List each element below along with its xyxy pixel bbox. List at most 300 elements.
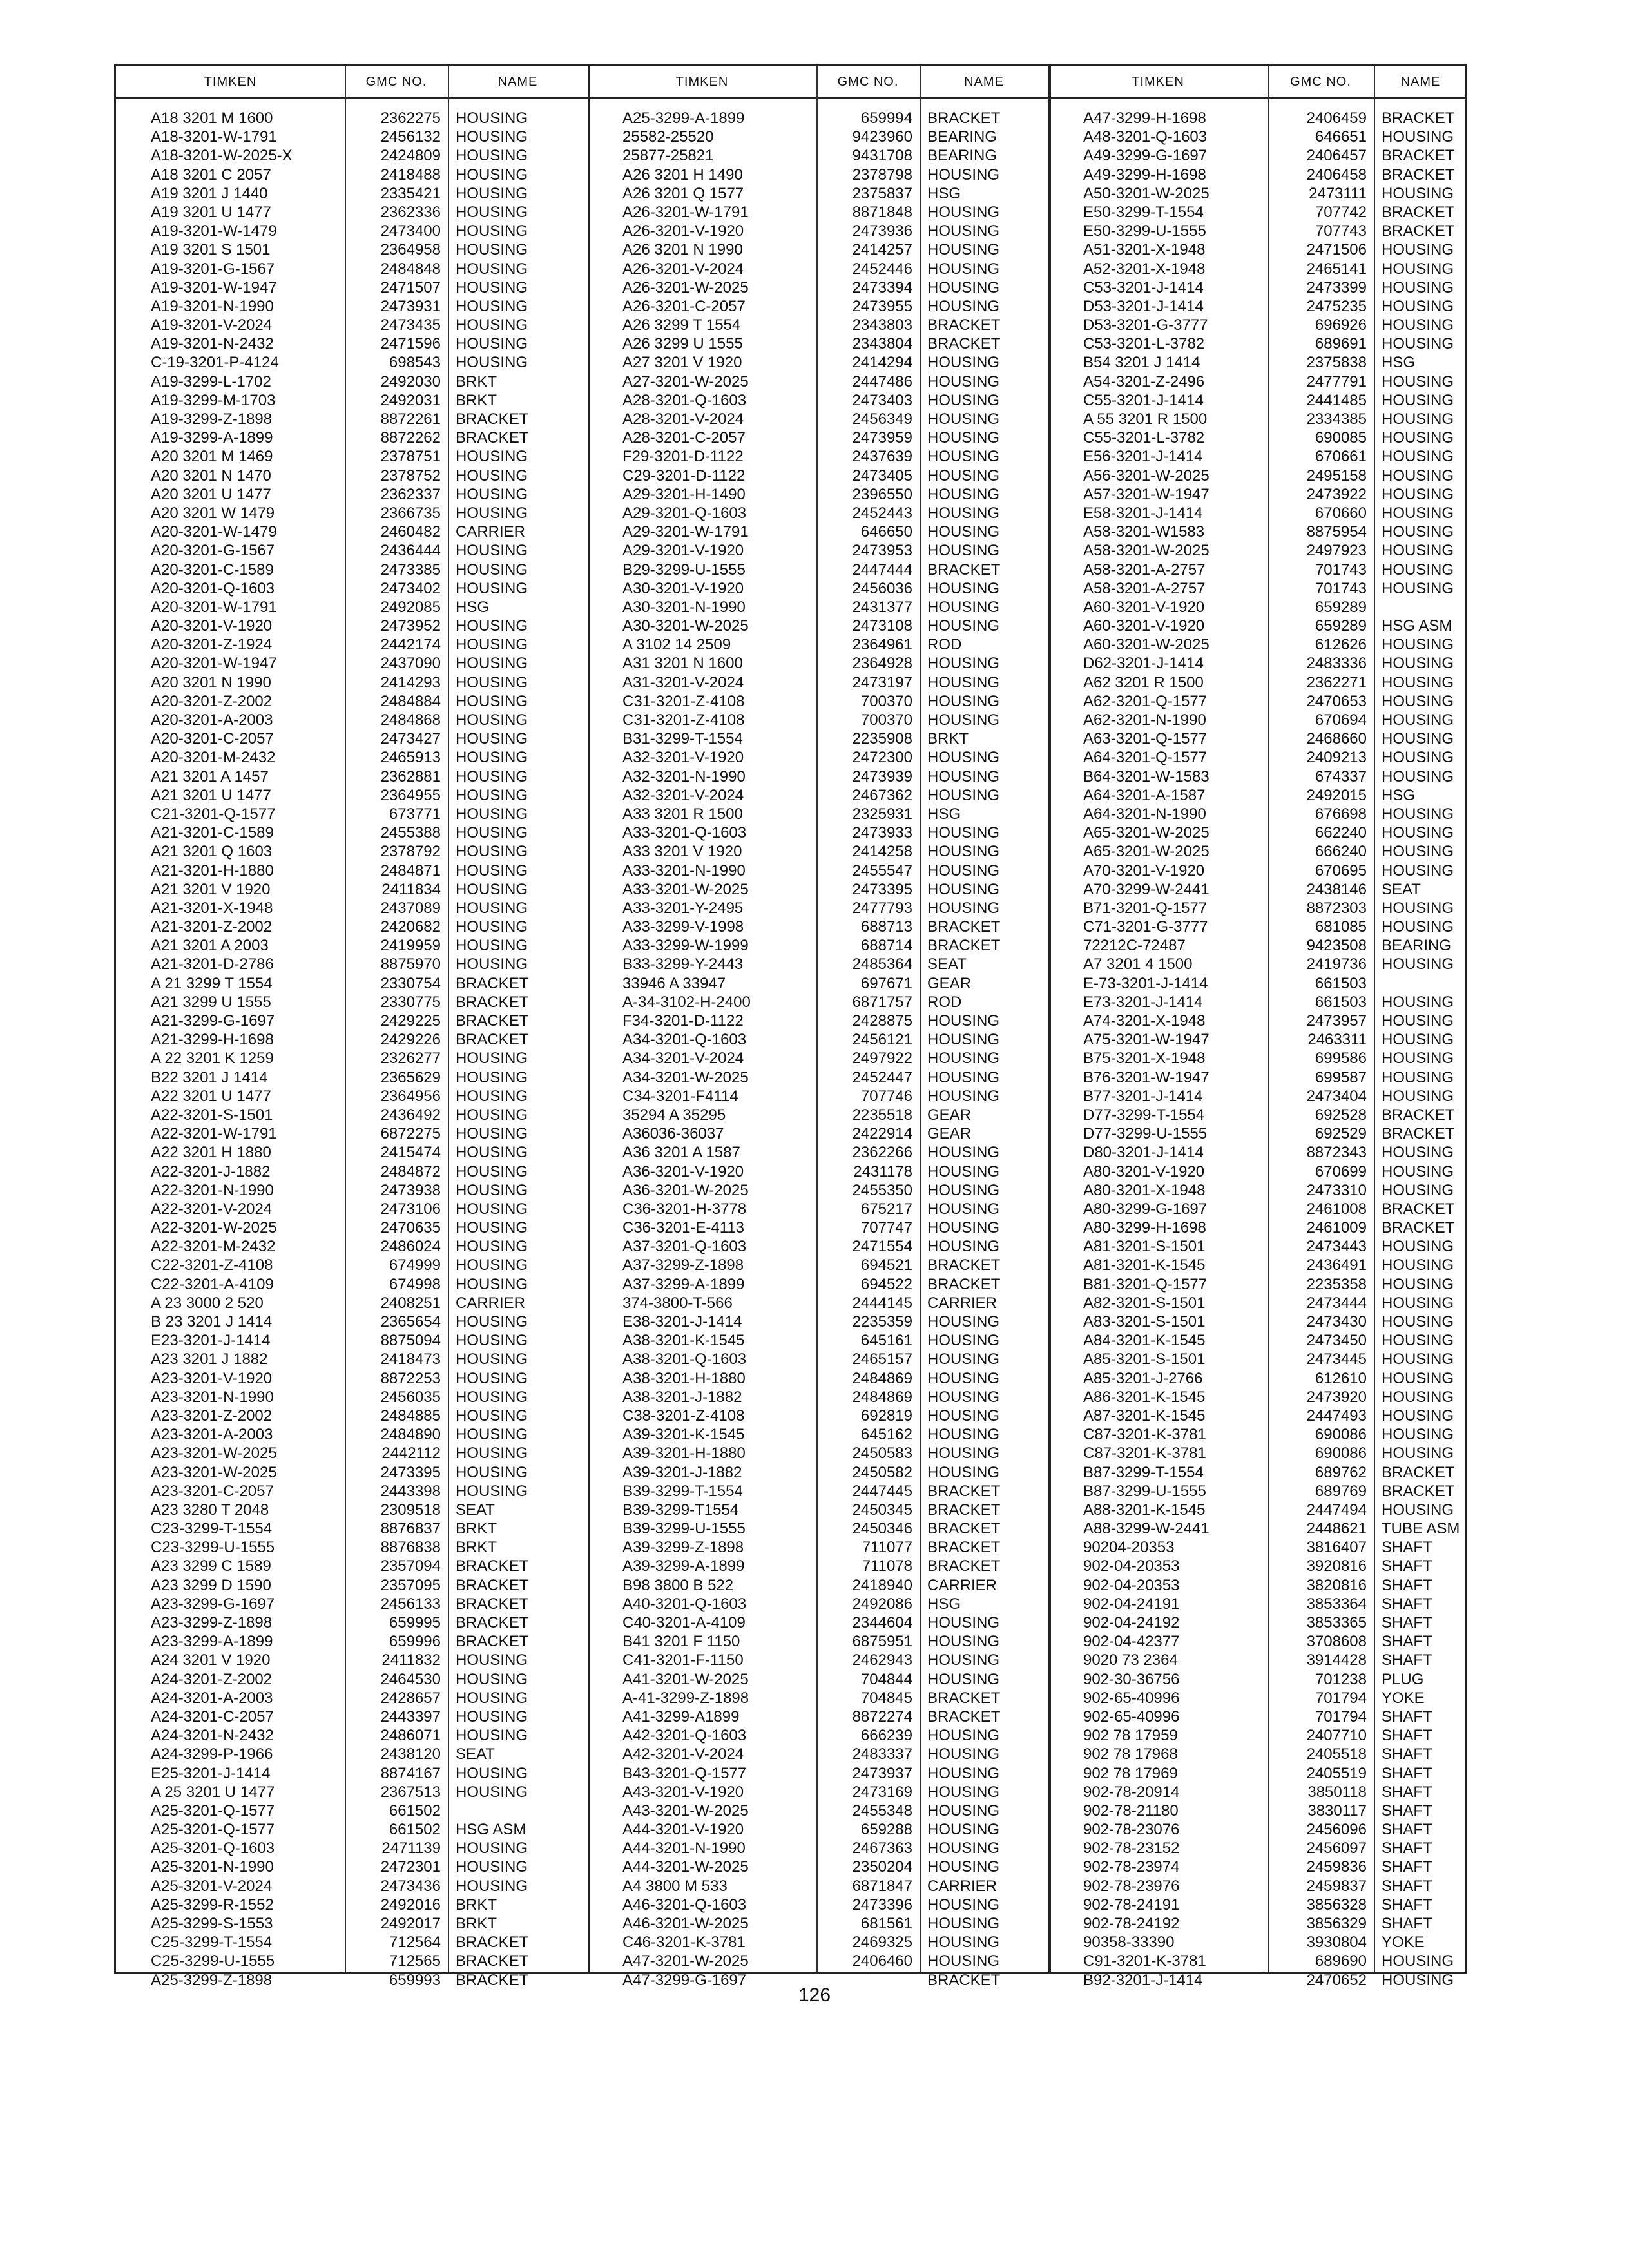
name-cell: HOUSING [1382, 993, 1454, 1011]
timken-cell: A85-3201-J-2766 [1083, 1369, 1203, 1387]
gmc-cell: 2475235 [1306, 297, 1367, 315]
name-column [1374, 109, 1467, 1990]
gmc-cell: 690086 [1315, 1445, 1367, 1463]
timken-cell: A23-3299-A-1899 [151, 1633, 273, 1651]
name-cell: HOUSING [927, 1332, 1000, 1350]
timken-cell: 902-04-42377 [1083, 1633, 1180, 1651]
name-cell: HOUSING [1382, 1350, 1454, 1369]
timken-cell: A25-3299-R-1552 [151, 1896, 274, 1914]
gmc-cell: 2424809 [380, 147, 441, 165]
timken-cell: C36-3201-H-3778 [622, 1200, 747, 1218]
timken-cell: A4 3800 M 533 [622, 1877, 728, 1895]
timken-cell: A23-3201-Z-2002 [151, 1407, 273, 1425]
timken-cell: A21-3201-C-1589 [151, 824, 274, 842]
gmc-cell: 2483337 [852, 1745, 912, 1763]
gmc-cell: 659994 [860, 110, 912, 127]
name-cell: SEAT [1382, 880, 1421, 898]
timken-cell: A20-3201-V-1920 [151, 617, 273, 635]
gmc-cell: 2473106 [380, 1200, 441, 1218]
timken-cell: A24-3201-A-2003 [151, 1689, 273, 1707]
timken-cell: E25-3201-J-1414 [151, 1764, 271, 1782]
name-cell: BRACKET [927, 561, 1001, 579]
name-cell: HOUSING [456, 673, 528, 691]
gmc-cell: 2473396 [852, 1896, 912, 1914]
timken-cell: A19-3299-Z-1898 [151, 410, 273, 428]
name-cell: BRACKET [927, 1520, 1001, 1538]
gmc-cell: 2235518 [852, 1106, 912, 1124]
timken-cell: A20 3201 W 1479 [151, 504, 275, 522]
name-cell: HOUSING [927, 843, 1000, 861]
timken-cell: A65-3201-W-2025 [1083, 824, 1210, 842]
gmc-cell: 666239 [860, 1727, 912, 1745]
name-cell: HOUSING [456, 466, 528, 485]
gmc-cell: 2406458 [1306, 166, 1367, 184]
gmc-cell: 2364956 [380, 1087, 441, 1105]
timken-cell: A32-3201-N-1990 [622, 767, 746, 785]
name-cell: HOUSING [927, 711, 1000, 729]
name-cell: HOUSING [927, 260, 1000, 278]
timken-cell: A21 3299 U 1555 [151, 993, 271, 1011]
timken-cell: A28-3201-Q-1603 [622, 391, 747, 409]
gmc-cell: 2414294 [852, 354, 912, 372]
gmc-cell: 8872253 [380, 1369, 441, 1387]
name-cell: HOUSING [456, 1840, 528, 1858]
gmc-cell: 2456133 [380, 1595, 441, 1613]
name-cell: HOUSING [927, 203, 1000, 221]
gmc-cell: 2484869 [852, 1388, 912, 1406]
timken-cell: A56-3201-W-2025 [1083, 466, 1210, 485]
name-cell: HOUSING [456, 1087, 528, 1105]
name-cell: HOUSING [1382, 184, 1454, 202]
timken-cell: A24-3299-P-1966 [151, 1745, 273, 1763]
timken-cell: A44-3201-V-1920 [622, 1821, 744, 1839]
timken-cell: A20-3201-M-2432 [151, 749, 276, 767]
gmc-cell: 2406460 [852, 1952, 912, 1970]
gmc-cell: 8876838 [380, 1539, 441, 1557]
name-cell: HOUSING [456, 184, 528, 202]
gmc-cell: 9423508 [1306, 937, 1367, 955]
timken-cell: B77-3201-J-1414 [1083, 1087, 1203, 1105]
timken-cell: 374-3800-T-566 [622, 1294, 733, 1312]
gmc-cell: 6871847 [852, 1877, 912, 1895]
name-cell: HOUSING [927, 1012, 1000, 1030]
gmc-cell: 2443397 [380, 1707, 441, 1725]
gmc-cell: 8872261 [380, 410, 441, 428]
name-cell: HOUSING [456, 767, 528, 785]
timken-cell: A37-3299-A-1899 [622, 1275, 745, 1293]
name-cell: SEAT [927, 956, 967, 974]
gmc-cell: 8875954 [1306, 523, 1367, 541]
name-cell: BRKT [456, 1520, 497, 1538]
name-cell: TUBE ASM [1382, 1520, 1460, 1538]
name-cell: HOUSING [456, 1670, 528, 1688]
name-cell: BRACKET [456, 1952, 529, 1970]
timken-cell: D62-3201-J-1414 [1083, 655, 1204, 673]
timken-cell: C55-3201-J-1414 [1083, 391, 1204, 409]
name-cell: HOUSING [456, 730, 528, 748]
name-cell: HOUSING [1382, 1313, 1454, 1331]
name-cell: HOUSING [456, 542, 528, 560]
name-cell: YOKE [1382, 1934, 1425, 1952]
timken-cell: A19-3299-A-1899 [151, 429, 273, 447]
timken-cell: 902-78-23076 [1083, 1821, 1180, 1839]
gmc-cell: 2459836 [1306, 1858, 1367, 1876]
gmc-cell: 2477791 [1306, 372, 1367, 390]
name-cell: HOUSING [927, 598, 1000, 616]
timken-cell: B39-3299-T-1554 [622, 1482, 743, 1500]
name-cell: HOUSING [927, 1426, 1000, 1444]
gmc-cell: 3856329 [1306, 1915, 1367, 1932]
timken-cell: F34-3201-D-1122 [622, 1012, 744, 1030]
gmc-cell: 2473936 [852, 222, 912, 240]
timken-cell: E50-3299-U-1555 [1083, 222, 1206, 240]
timken-cell: A33-3201-Y-2495 [622, 899, 744, 917]
gmc-cell: 707747 [860, 1219, 912, 1237]
timken-cell: A20-3201-A-2003 [151, 711, 273, 729]
name-cell: HOUSING [927, 1633, 1000, 1651]
timken-cell: A22-3201-W-2025 [151, 1219, 277, 1237]
name-cell: BRACKET [1382, 110, 1455, 127]
name-cell: SHAFT [1382, 1802, 1432, 1820]
name-cell: HOUSING [456, 1689, 528, 1707]
gmc-cell: 674337 [1315, 767, 1367, 785]
gmc-cell: 6872275 [380, 1125, 441, 1143]
timken-cell: B92-3201-J-1414 [1083, 1971, 1203, 1989]
name-cell: BRACKET [927, 335, 1001, 353]
name-cell: BRKT [456, 372, 497, 390]
timken-cell: A80-3201-V-1920 [1083, 1162, 1205, 1180]
timken-cell: A86-3201-K-1545 [1083, 1388, 1206, 1406]
gmc-cell: 2411834 [381, 880, 441, 898]
name-cell: HOUSING [1382, 636, 1454, 654]
gmc-cell: 8872343 [1306, 1144, 1367, 1162]
timken-cell: D53-3201-G-3777 [1083, 316, 1208, 334]
gmc-cell: 646650 [860, 523, 912, 541]
timken-cell: B 23 3201 J 1414 [151, 1313, 273, 1331]
gmc-cell: 3850118 [1307, 1783, 1367, 1801]
timken-cell: A36036-36037 [622, 1125, 724, 1143]
timken-cell: A19-3201-G-1567 [151, 260, 275, 278]
name-cell: HOUSING [927, 1200, 1000, 1218]
name-cell: SHAFT [1382, 1840, 1432, 1858]
timken-cell: A30-3201-W-2025 [622, 617, 749, 635]
gmc-cell: 712564 [389, 1934, 441, 1952]
timken-cell: A44-3201-W-2025 [622, 1858, 749, 1876]
timken-cell: A26-3201-W-2025 [622, 278, 749, 296]
timken-cell: A23-3201-W-2025 [151, 1463, 277, 1481]
gmc-cell: 689691 [1315, 335, 1367, 353]
timken-cell: A18 3201 M 1600 [151, 110, 273, 127]
name-cell: BRACKET [456, 1031, 529, 1049]
timken-cell: A19-3201-V-2024 [151, 316, 273, 334]
name-cell: BEARING [1382, 937, 1452, 955]
name-cell: BRACKET [927, 1557, 1001, 1575]
timken-cell: A25-3201-N-1990 [151, 1858, 274, 1876]
timken-cell: A60-3201-V-1920 [1083, 598, 1205, 616]
gmc-cell: 2406459 [1306, 110, 1367, 127]
name-cell: HOUSING [456, 1125, 528, 1143]
name-cell: HOUSING [456, 1426, 528, 1444]
name-cell: CARRIER [456, 1294, 526, 1312]
name-cell: HOUSING [927, 372, 1000, 390]
name-cell: HOUSING [927, 1745, 1000, 1763]
name-cell: HOUSING [1382, 1087, 1454, 1105]
name-cell: HOUSING [927, 1369, 1000, 1387]
name-cell: BRACKET [927, 110, 1001, 127]
gmc-cell: 2473395 [380, 1463, 441, 1481]
timken-cell: 902 78 17959 [1083, 1727, 1178, 1745]
gmc-cell: 2460482 [380, 523, 441, 541]
name-cell: HOUSING [927, 1764, 1000, 1782]
timken-cell: A29-3201-V-1920 [622, 542, 744, 560]
timken-cell: A25-3299-S-1553 [151, 1915, 273, 1932]
name-cell: HSG [927, 184, 961, 202]
timken-cell: A25-3299-Z-1898 [151, 1971, 273, 1989]
gmc-cell: 690086 [1315, 1426, 1367, 1444]
gmc-cell: 2456121 [852, 1031, 912, 1049]
gmc-cell: 2473111 [1309, 184, 1367, 202]
timken-cell: A19-3201-N-1990 [151, 297, 274, 315]
gmc-cell: 701743 [1315, 579, 1367, 597]
name-cell: PLUG [1382, 1670, 1424, 1688]
timken-cell: A23 3299 D 1590 [151, 1576, 271, 1594]
name-cell: HOUSING [927, 617, 1000, 635]
gmc-cell: 2431377 [852, 598, 912, 616]
name-cell: HSG [927, 805, 961, 823]
gmc-cell: 711077 [862, 1539, 912, 1557]
timken-cell: A29-3201-Q-1603 [622, 504, 747, 522]
name-cell: BRACKET [927, 918, 1001, 936]
gmc-cell: 670699 [1315, 1162, 1367, 1180]
gmc-cell: 2473953 [852, 542, 912, 560]
gmc-cell: 8872262 [380, 429, 441, 447]
name-cell: HOUSING [456, 786, 528, 804]
timken-cell: 9020 73 2364 [1083, 1651, 1178, 1669]
timken-cell: A19-3201-N-2432 [151, 335, 274, 353]
name-cell: HOUSING [1382, 1162, 1454, 1180]
timken-cell: A25-3201-Q-1577 [151, 1802, 275, 1820]
name-cell: HOUSING [927, 692, 1000, 710]
name-cell: HOUSING [1382, 241, 1454, 259]
timken-cell: A24-3201-Z-2002 [151, 1670, 273, 1688]
gmc-cell: 2483336 [1306, 655, 1367, 673]
gmc-cell: 3820816 [1306, 1576, 1367, 1594]
timken-cell: A28-3201-C-2057 [622, 429, 746, 447]
name-cell: HOUSING [927, 1952, 1000, 1970]
timken-cell: C53-3201-J-1414 [1083, 278, 1204, 296]
gmc-cell: 2447486 [852, 372, 912, 390]
name-cell: HOUSING [456, 1482, 528, 1500]
timken-cell: C46-3201-K-3781 [622, 1934, 746, 1952]
gmc-cell: 2492030 [380, 372, 441, 390]
name-cell: HOUSING [1382, 1501, 1454, 1519]
timken-cell: 35294 A 35295 [622, 1106, 726, 1124]
timken-cell: A26 3201 N 1990 [622, 241, 743, 259]
name-cell: HOUSING [456, 1651, 528, 1669]
gmc-cell: 2471139 [381, 1840, 441, 1858]
gmc-cell: 2447494 [1306, 1501, 1367, 1519]
name-cell: HOUSING [1382, 899, 1454, 917]
timken-cell: 902-04-24191 [1083, 1595, 1180, 1613]
gmc-cell: 2492017 [380, 1915, 441, 1932]
timken-cell: 902-78-20914 [1083, 1783, 1180, 1801]
name-cell: HOUSING [927, 466, 1000, 485]
timken-cell: A20-3201-Z-2002 [151, 692, 273, 710]
header-name-1: NAME [497, 75, 538, 89]
timken-cell: 902-78-23976 [1083, 1877, 1180, 1895]
name-cell: HOUSING [927, 1896, 1000, 1914]
gmc-cell: 707746 [860, 1087, 912, 1105]
timken-cell: C41-3201-F-1150 [622, 1651, 744, 1669]
gmc-cell: 2473385 [380, 561, 441, 579]
name-cell: HOUSING [1382, 843, 1454, 861]
timken-cell: 902 78 17968 [1083, 1745, 1178, 1763]
gmc-cell: 707743 [1315, 222, 1367, 240]
gmc-cell: 2443398 [380, 1482, 441, 1500]
timken-cell: A70-3299-W-2441 [1083, 880, 1210, 898]
gmc-cell: 2492016 [380, 1896, 441, 1914]
name-cell: CARRIER [927, 1576, 998, 1594]
name-cell: HOUSING [927, 824, 1000, 842]
timken-cell: A38-3201-J-1882 [622, 1388, 742, 1406]
gmc-cell: 2357095 [380, 1576, 441, 1594]
header-timken-3: TIMKEN [1132, 75, 1184, 89]
header-gmc-2: GMC NO. [837, 75, 899, 89]
gmc-cell: 661503 [1315, 974, 1367, 992]
gmc-cell: 2450583 [852, 1445, 912, 1463]
gmc-cell: 2473937 [852, 1764, 912, 1782]
timken-cell: A20-3201-Q-1603 [151, 579, 275, 597]
name-cell: HOUSING [456, 1238, 528, 1256]
gmc-cell: 2473450 [1306, 1332, 1367, 1350]
gmc-cell: 8876837 [380, 1520, 441, 1538]
timken-cell: C31-3201-Z-4108 [622, 692, 745, 710]
gmc-cell: 8874167 [380, 1764, 441, 1782]
timken-cell: A21 3201 A 2003 [151, 937, 269, 955]
timken-cell: A82-3201-S-1501 [1083, 1294, 1206, 1312]
name-cell: HOUSING [927, 354, 1000, 372]
name-cell: HSG [927, 1595, 961, 1613]
timken-cell: A-41-3299-Z-1898 [622, 1689, 749, 1707]
timken-cell: E73-3201-J-1414 [1083, 993, 1203, 1011]
timken-cell: A60-3201-V-1920 [1083, 617, 1205, 635]
gmc-cell: 2456132 [380, 128, 441, 146]
timken-cell: B39-3299-T1554 [622, 1501, 739, 1519]
name-cell: HOUSING [1382, 1068, 1454, 1086]
name-cell: HOUSING [1382, 523, 1454, 541]
timken-cell: B75-3201-X-1948 [1083, 1050, 1206, 1068]
gmc-cell: 2362881 [380, 767, 441, 785]
name-cell: HOUSING [927, 297, 1000, 315]
gmc-cell: 2330754 [380, 974, 441, 992]
name-cell: HOUSING [456, 1388, 528, 1406]
gmc-cell: 2378792 [380, 843, 441, 861]
name-cell: HOUSING [1382, 1012, 1454, 1030]
name-cell: HOUSING [927, 1802, 1000, 1820]
gmc-cell: 2473197 [852, 673, 912, 691]
timken-cell: C87-3201-K-3781 [1083, 1445, 1206, 1463]
gmc-cell: 2325931 [852, 805, 912, 823]
gmc-cell: 2344604 [852, 1614, 912, 1631]
gmc-cell: 2473430 [1306, 1313, 1367, 1331]
name-cell: HOUSING [1382, 1256, 1454, 1274]
gmc-cell: 3830117 [1307, 1802, 1367, 1820]
gmc-cell: 2473169 [852, 1783, 912, 1801]
gmc-cell: 2473435 [380, 316, 441, 334]
gmc-cell: 2455348 [852, 1802, 912, 1820]
gmc-cell: 2465141 [1306, 260, 1367, 278]
gmc-cell: 2456036 [852, 579, 912, 597]
gmc-cell: 2357094 [380, 1557, 441, 1575]
timken-cell: A-34-3102-H-2400 [622, 993, 751, 1011]
name-cell: HOUSING [927, 241, 1000, 259]
name-cell: HOUSING [456, 1369, 528, 1387]
name-cell: BRACKET [1382, 166, 1455, 184]
name-cell: HOUSING [1382, 1952, 1454, 1970]
gmc-cell: 659996 [389, 1633, 441, 1651]
name-cell: BRKT [456, 1539, 497, 1557]
gmc-cell: 2334385 [1306, 410, 1367, 428]
name-cell: BRACKET [927, 1539, 1001, 1557]
gmc-cell: 3920816 [1306, 1557, 1367, 1575]
gmc-cell: 2362271 [1306, 673, 1367, 691]
name-cell: SEAT [456, 1501, 495, 1519]
name-cell: HOUSING [927, 1858, 1000, 1876]
gmc-column [1268, 109, 1371, 1990]
gmc-cell: 2473402 [380, 579, 441, 597]
name-cell: HOUSING [927, 448, 1000, 466]
timken-cell: A37-3201-Q-1603 [622, 1238, 747, 1256]
gmc-column [345, 109, 445, 1990]
timken-cell: 33946 A 33947 [622, 974, 726, 992]
name-cell: HSG [456, 598, 490, 616]
name-cell: HOUSING [456, 1313, 528, 1331]
gmc-cell: 645162 [860, 1426, 912, 1444]
timken-cell: A 22 3201 K 1259 [151, 1050, 274, 1068]
gmc-cell: 2415474 [380, 1144, 441, 1162]
gmc-cell: 670660 [1315, 504, 1367, 522]
gmc-cell: 2362336 [380, 203, 441, 221]
name-cell: SHAFT [1382, 1633, 1432, 1651]
gmc-cell: 3853364 [1306, 1595, 1367, 1613]
name-cell: CARRIER [456, 523, 526, 541]
name-cell: HOUSING [927, 1087, 1000, 1105]
name-cell: HSG [1382, 786, 1416, 804]
timken-cell: A20 3201 M 1469 [151, 448, 273, 466]
name-cell: HSG ASM [1382, 617, 1452, 635]
timken-cell: B31-3299-T-1554 [622, 730, 743, 748]
name-cell: HOUSING [456, 1445, 528, 1463]
gmc-cell: 2470653 [1306, 692, 1367, 710]
name-cell: HOUSING [456, 1463, 528, 1481]
timken-cell: E58-3201-J-1414 [1083, 504, 1203, 522]
gmc-cell: 2405519 [1306, 1764, 1367, 1782]
gmc-cell: 2437090 [380, 655, 441, 673]
gmc-cell: 681085 [1315, 918, 1367, 936]
timken-cell: A19 3201 J 1440 [151, 184, 268, 202]
name-cell: HOUSING [1382, 730, 1454, 748]
gmc-cell: 2437089 [380, 899, 441, 917]
timken-cell: A81-3201-S-1501 [1083, 1238, 1206, 1256]
name-cell: HOUSING [927, 1783, 1000, 1801]
timken-cell: A33 3201 V 1920 [622, 843, 742, 861]
timken-cell: A83-3201-S-1501 [1083, 1313, 1206, 1331]
name-cell: HOUSING [927, 1821, 1000, 1839]
timken-cell: C22-3201-A-4109 [151, 1275, 274, 1293]
timken-cell: C40-3201-A-4109 [622, 1614, 746, 1631]
timken-cell: A19 3201 S 1501 [151, 241, 271, 259]
name-cell: HOUSING [456, 861, 528, 879]
